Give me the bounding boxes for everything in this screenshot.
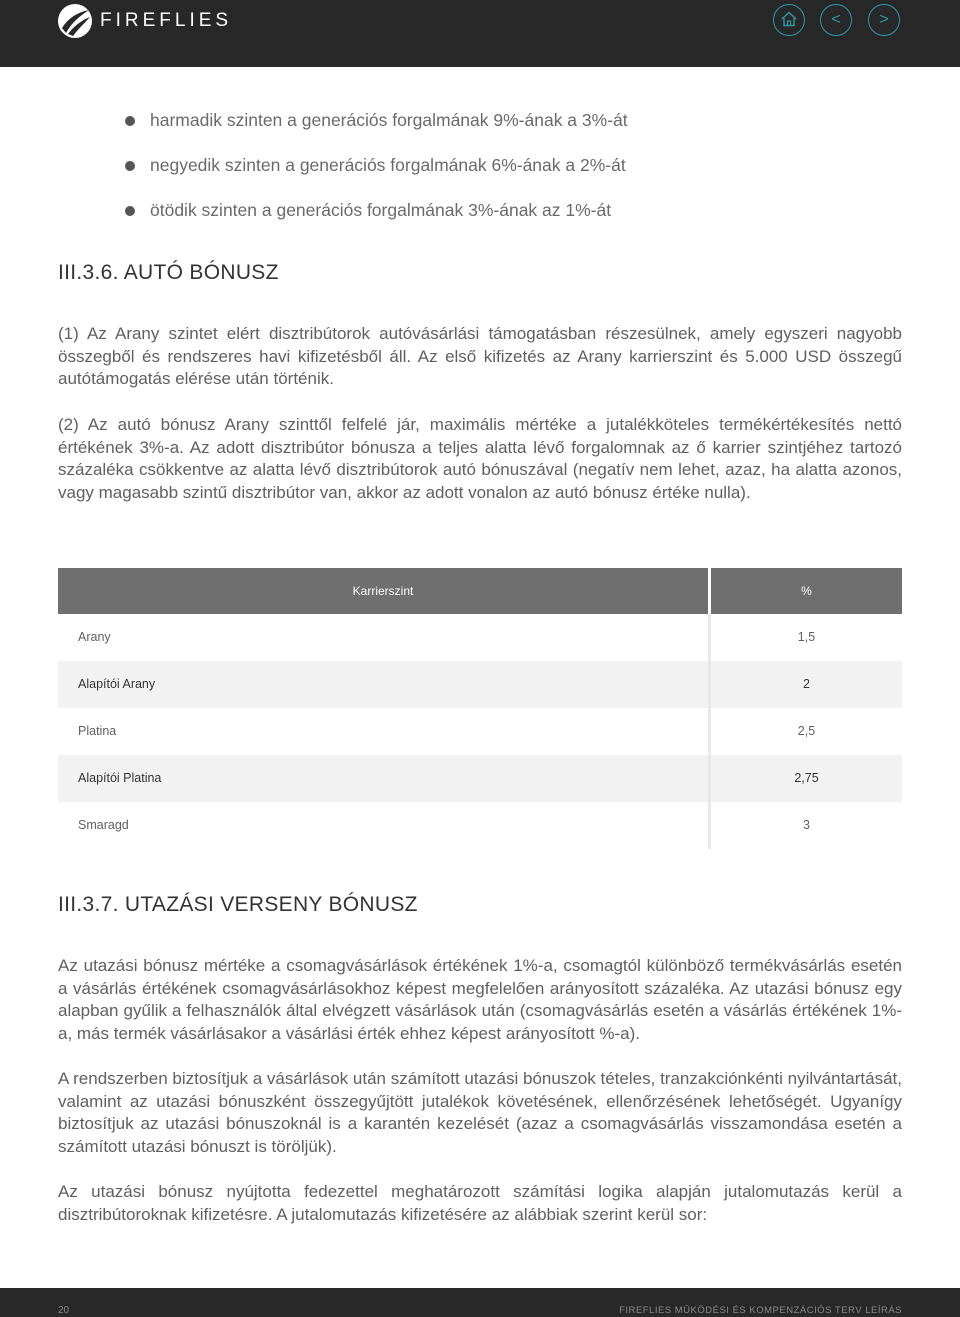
home-icon [781,11,797,27]
table-cell: Alapítói Arany [58,661,711,708]
table-row [58,708,902,755]
paragraph: (1) Az Arany szintet elért disztribútorok autóvásárlási támogatásban részesülnek, amely egyszeri nagyobb összegből és rendszeres havi kifizetésből áll. Az első kifizetés az Arany karrierszint és 5.000 USD összegű autótámogatás elérése után történik. [58,324,902,388]
bullet-list [125,108,905,243]
table-cell: Arany [58,614,711,661]
paragraph: A rendszerben biztosítjuk a vásárlások után számított utazási bónuszok tételes, tranzakciónkénti nyilvántartását, valamint az utazási bónuszként összegyűjtött jutalékok követésének, ellenőrzésének lehetőségét. Ugyanígy biztosítjuk az utazási bónuszoknál is a karantén kezelését (azaz a csomagvásárlás visszamondása esetén a számított utazási bónuszt is töröljük). [58,1069,902,1156]
career-level-table [58,568,902,849]
section-heading-travel-bonus: III.3.7. UTAZÁSI VERSENY BÓNUSZ [58,893,418,916]
table-cell: Smaragd [58,802,711,849]
table-cell: Alapítói Platina [58,755,711,802]
paragraph: Az utazási bónusz mértéke a csomagvásárlások értékének 1%-a, csomagtól különböző termékvásárlás esetén a vásárlás értékének csomagvásárlásokhoz képest megfelelően arányosított százaléka. Az utazási bónusz egy alapban gyűlik a felhasználók által elvégzett vásárlások után (csomagvásárlás esetén a vásárlás értékének 1%-a, más termék vásárlásakor a vásárlási érték ehhez képest arányosított %-a). [58,956,902,1043]
paragraph: (2) Az autó bónusz Arany szinttől felfelé jár, maximális mértéke a jutalékköteles termékértékesítés nettó értékének 3%-a. Az adott disztribútor bónusza a teljes alatta lévő forgalomnak az ő karrier szintjéhez tartozó százaléka csökkentve az alatta lévő disztribútorok autó bónuszával (negatív nem lehet, azaz, ha alatta azonos, vagy magasabb szintű disztribútor van, akkor az adott vonalon az autó bónusz értéke nulla). [58,415,902,502]
table-cell: 2 [803,677,810,691]
list-item: harmadik szinten a generációs forgalmának 9%-ának a 3%-át [125,108,905,153]
table-cell: 1,5 [797,630,816,644]
table-row [58,755,902,802]
list-item: negyedik szinten a generációs forgalmának 6%-ának a 2%-át [125,153,905,198]
footer-bar [0,1288,960,1317]
brand-name: FIREFLIES [100,10,233,31]
paragraph: Az utazási bónusz nyújtotta fedezettel meghatározott számítási logika alapján jutalomutazás kerül a disztribútoroknak kifizetésre. A jutalomutazás kifizetésére az alábbiak szerint kerül sor: [58,1182,902,1224]
table-cell: 2,5 [797,724,816,738]
footer-document-title: FIREFLIES MŰKÖDÉSI ÉS KOMPENZÁCIÓS TERV LEÍRÁS [619,1305,902,1316]
table-row [58,614,902,661]
table-header [58,568,902,614]
table-cell: Platina [58,708,711,755]
fireflies-logo-icon [58,4,92,38]
column-header-percent: % [801,584,812,598]
brand-logo[interactable] [58,4,232,38]
prev-page-button[interactable]: < [820,4,852,36]
table-row [58,661,902,708]
next-page-button[interactable]: > [868,4,900,36]
list-item: ötödik szinten a generációs forgalmának 3%-ának az 1%-át [125,198,905,243]
column-header-career-level: Karrierszint [58,568,711,614]
table-cell: 3 [803,818,810,832]
top-bar [0,0,960,67]
table-cell: 2,75 [794,771,819,785]
page-number: 20 [58,1305,70,1316]
section-heading-auto-bonus: III.3.6. AUTÓ BÓNUSZ [58,261,279,284]
home-button[interactable] [773,4,805,36]
table-row [58,802,902,849]
